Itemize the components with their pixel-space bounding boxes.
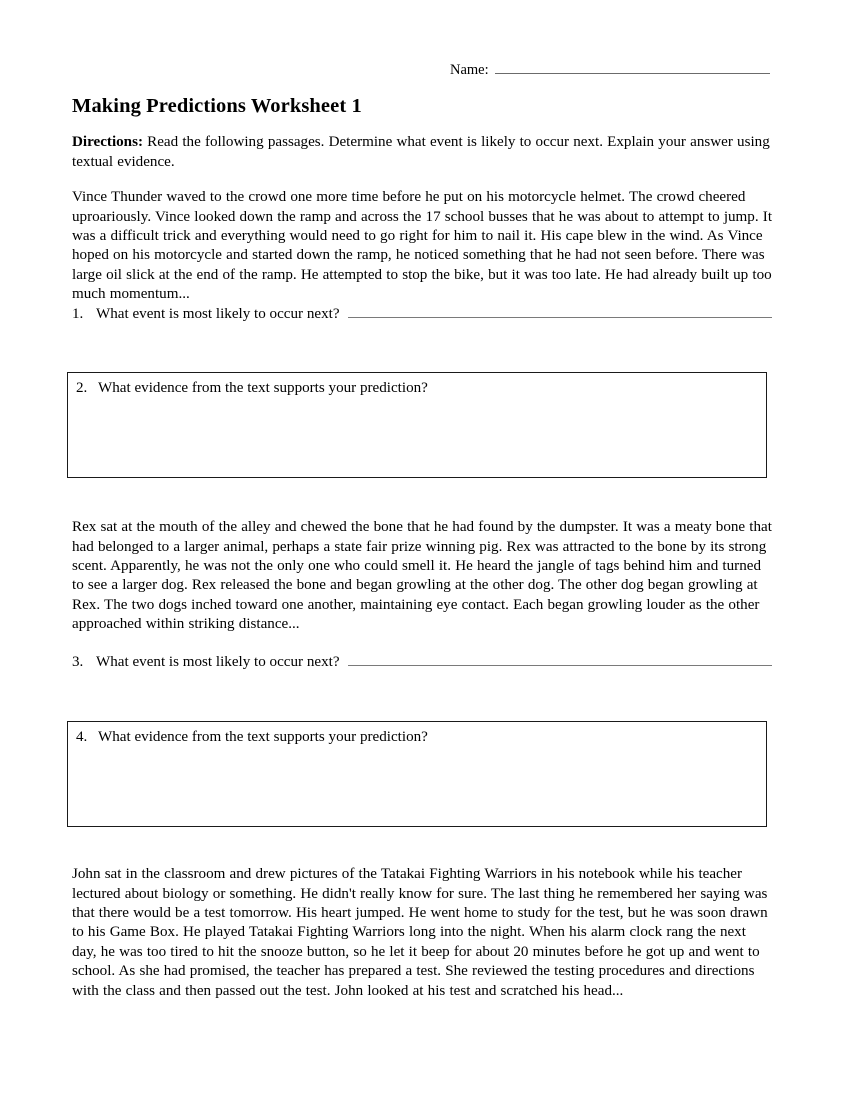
question-1-label: What event is most likely to occur next? <box>96 306 340 322</box>
question-1-number: 1. <box>72 306 84 322</box>
name-field-row <box>450 60 770 79</box>
question-2-label: What evidence from the text supports your prediction? <box>98 380 428 396</box>
page-title: Making Predictions Worksheet 1 <box>72 94 362 117</box>
question-4-number: 4. <box>76 729 88 745</box>
question-3-number: 3. <box>72 654 84 670</box>
passage-3-text: John sat in the classroom and drew pictures of the Tatakai Fighting Warriors in his notebook while his teacher lectured about biology or something. He didn't really know for sure. The last thing he remembered her saying was that there would be a test tomorrow. His heart jumped. He went home to study for the test, but he was soon drawn to his Game Box. He played Tatakai Fighting Warriors long into the night. When his alarm clock rang the next day, he was too tired to hit the snooze button, so he let it beep for about 20 minutes before he got up and went to school. As she had promised, the teacher has prepared a test. She reviewed the testing procedures and directions with the class and then passed out the test. John looked at his test and scratched his head... <box>72 866 768 999</box>
question-3-row <box>72 653 772 672</box>
question-2-answer-box[interactable] <box>67 372 767 478</box>
directions-paragraph <box>72 133 772 172</box>
question-2-number: 2. <box>76 380 88 396</box>
passage-1-text: Vince Thunder waved to the crowd one more time before he put on his motorcycle helmet. The crowd cheered uproariously. Vince looked down the ramp and across the 17 school busses that he was about to attempt to jump. It was a difficult trick and everything would need to go right for him to nail it. His cape blew in the wind. As Vince hoped on his motorcycle and started down the ramp, he noticed something that he had not seen before. There was large oil slick at the end of the ramp. He attempted to stop the bike, but it was too late. He had already built up too much momentum... <box>72 189 773 303</box>
passage-2-text: Rex sat at the mouth of the alley and chewed the bone that he had found by the dumpster. It was a meaty bone that had belonged to a larger animal, perhaps a state fair prize winning pig. Rex was attracted to the bone by its strong scent. Apparently, he was not the only one who could smell it. He heard the jangle of tags behind him and turned to see a larger dog. Rex released the bone and began growling at the other dog. The other dog began growling at Rex. The two dogs inched toward one another, maintaining eye contact. Each began growling louder as the other approached within striking distance... <box>72 519 772 633</box>
name-field-label: Name: <box>450 62 489 78</box>
directions-label: Directions: <box>72 134 143 151</box>
question-3-label: What event is most likely to occur next? <box>96 654 340 670</box>
question-2-answer-area[interactable] <box>68 398 766 502</box>
question-3-answer-line[interactable] <box>348 653 772 666</box>
question-4-answer-box[interactable] <box>67 721 767 827</box>
question-2-prompt <box>68 373 766 398</box>
directions-text: Read the following passages. Determine what event is likely to occur next. Explain your answer using textual evidence. <box>72 134 770 170</box>
question-1-answer-line[interactable] <box>348 305 772 318</box>
question-1-row <box>72 305 772 324</box>
name-input-blank[interactable] <box>495 60 770 74</box>
question-4-prompt <box>68 722 766 747</box>
question-4-label: What evidence from the text supports your prediction? <box>98 729 428 745</box>
question-4-answer-area[interactable] <box>68 747 766 851</box>
